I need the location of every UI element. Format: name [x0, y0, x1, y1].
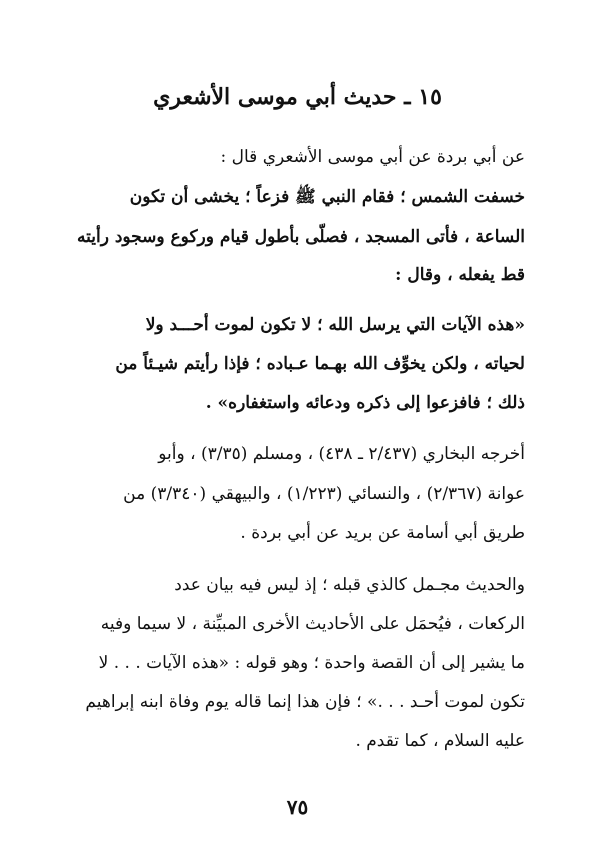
para3-line-2: عوانة (٢/٣٦٧) ، والنسائي (١/٢٢٣) ، والبيهقي (٣/٣٤٠) من: [123, 484, 525, 504]
page-number: ٧٥: [286, 795, 309, 819]
para4-line-3: ما يشير إلى أن القصة واحدة ؛ وهو قوله : «هذه الآيات . . . لا: [98, 653, 525, 673]
page-title: ١٥ ـ حديث أبي موسى الأشعري: [153, 84, 442, 110]
para3-line-1: أخرجه البخاري (٢/٤٣٧ ـ ٤٣٨) ، ومسلم (٣/٣٥) ، وأبو: [158, 444, 525, 464]
para2-line-2: لحياته ، ولكن يخوِّف الله بهـما عـباده ؛ فإذا رأيتم شيـئاً من: [115, 354, 525, 374]
intro-line: عن أبي بردة عن أبي موسى الأشعري قال :: [220, 147, 525, 167]
para4-line-1: والحديث مجـمل كالذي قبله ؛ إذ ليس فيه بيان عدد: [174, 575, 525, 595]
para2-line-1: «هذه الآيات التي يرسل الله ؛ لا تكون لموت أحـــد ولا: [145, 315, 525, 335]
para2-line-3: ذلك ؛ فافزعوا إلى ذكره ودعائه واستغفاره» .: [205, 393, 525, 413]
para3-line-3: طريق أبي أسامة عن بريد عن أبي بردة .: [240, 523, 525, 543]
para1-line-1: خسفت الشمس ؛ فقام النبي ﷺ فزعاً ؛ يخشى أن تكون: [129, 187, 525, 207]
para4-line-2: الركعات ، فيُحمَل على الأحاديث الأخرى المبيِّنة ، لا سيما وفيه: [100, 614, 525, 634]
para1-line-2: الساعة ، فأتى المسجد ، فصلّى بأطول قيام وركوع وسجود رأيته: [77, 227, 525, 247]
para1-line-3: قط يفعله ، وقال :: [395, 265, 525, 285]
para4-line-4: تكون لموت أحـد . . .» ؛ فإن هذا إنما قاله يوم وفاة ابنه إبراهيم: [85, 692, 525, 712]
para4-line-5: عليه السلام ، كما تقدم .: [355, 731, 525, 751]
